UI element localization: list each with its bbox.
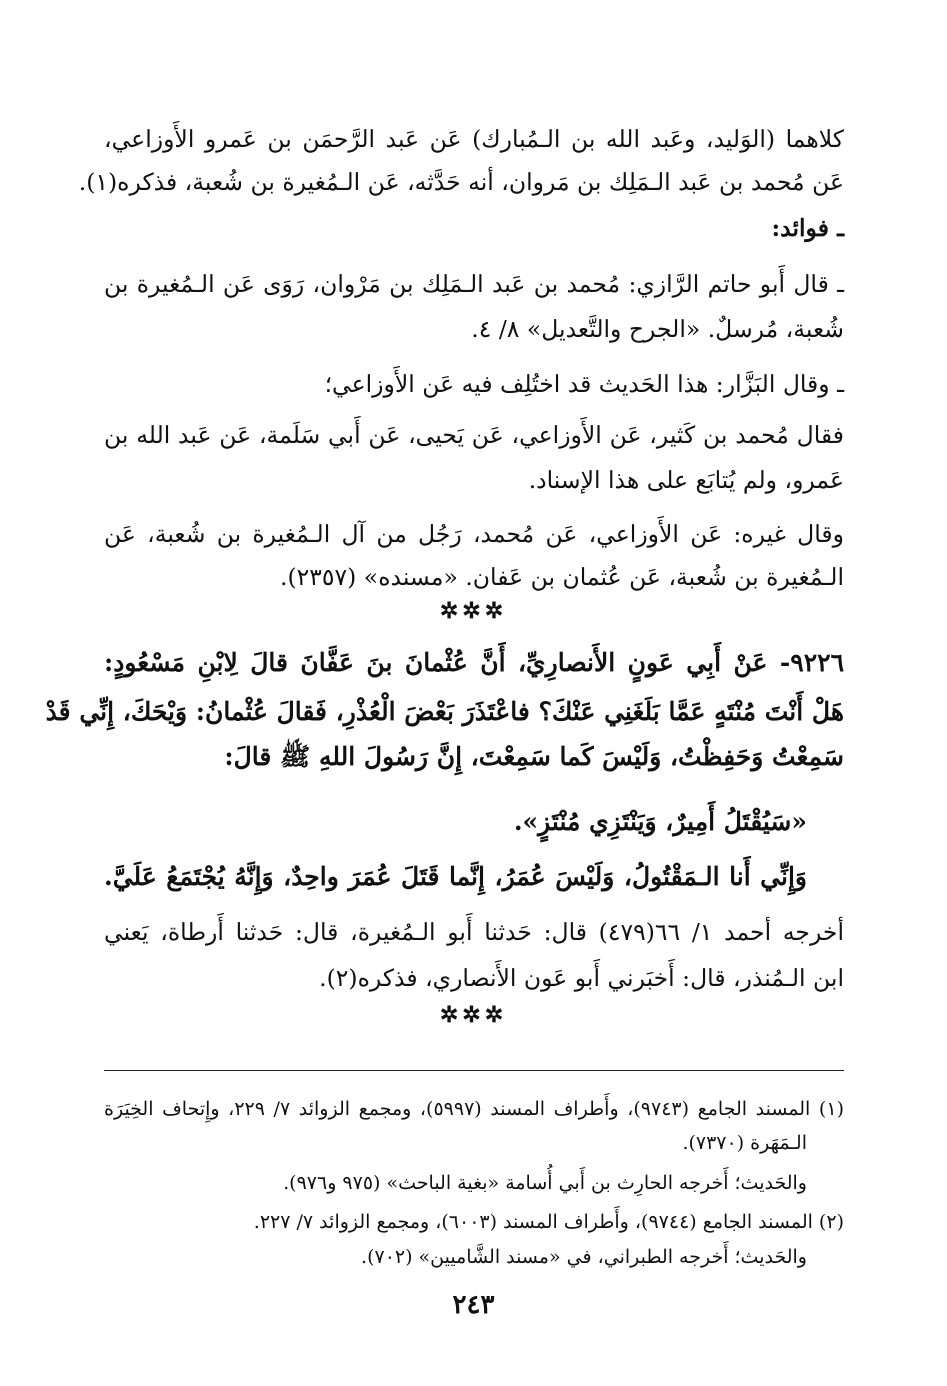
hadith-line: ٩٢٢٦- عَنْ أَبِي عَونٍ الأَنصارِيِّ، أَنَّ عُثْمانَ بنَ عَفَّانَ قالَ لِابْنِ مَسْعُودٍ: (104, 648, 844, 677)
text-line: ـ وقال البَزَّار: هذا الحَديث قد اختُلِف فيه عَن الأَوزاعي؛ (324, 370, 844, 398)
hadith-line: وَإِنِّي أَنا الـمَقْتُولُ، وَلَيْسَ عُمَرُ، إِنَّما قَتَلَ عُمَرَ واحِدٌ، وَإِنَّهُ يُجْتَمَعُ عَلَيَّ. (104, 862, 807, 891)
section-heading: ـ فوائد: (771, 214, 844, 242)
footnote-line: والحَديث؛ أَخرجه الحارِث بن أَبي أُسامة «بغية الباحث» (٩٧٥ و٩٧٦). (283, 1172, 807, 1194)
footnote-divider (104, 1070, 844, 1071)
text-line: أخرجه أحمد ١/ ٦٦(٤٧٩) قال: حَدثنا أَبو الـمُغيرة، قال: حَدثنا أَرطاة، يَعني (104, 918, 844, 946)
text-line: الـمُغيرة بن شُعبة، عَن عُثمان بن عَفان. «مسنده» (٢٣٥٧). (280, 563, 844, 591)
text-line: عَمرو، ولم يُتابَع على هذا الإسناد. (528, 466, 844, 494)
page-number: ٢٤٣ (452, 1290, 495, 1320)
text-line: ـ قال أَبو حاتم الرَّازي: مُحمد بن عَبد الـمَلِك بن مَرْوان، رَوَى عَن الـمُغيرة بن (104, 270, 844, 298)
text-line: وقال غيره: عَن الأَوزاعي، عَن مُحمد، رَجُل من آل الـمُغيرة بن شُعبة، عَن (104, 520, 844, 548)
hadith-line: هَلْ أَنْتَ مُنْتَهٍ عَمَّا بَلَغَنِي عَنْكَ؟ فاعْتَذَرَ بَعْضَ الْعُذْرِ، فَقالَ عُثْمانُ: وَيْحَكَ، إِنِّي قَدْ (45, 697, 844, 726)
text-line: شُعبة، مُرسلٌ. «الجرح والتَّعديل» ٨/ ٤. (471, 315, 844, 343)
hadith-quote: «سَيُقْتَلُ أَمِيرٌ، وَيَنْتَزِي مُنْتَزٍ». (513, 807, 807, 836)
footnote-line: والحَديث؛ أَخرجه الطبراني، في «مسند الشَّاميين» (٧٠٢). (361, 1246, 807, 1268)
separator-stars: ✲✲✲ (439, 598, 508, 624)
footnote-line: (١) المسند الجامع (٩٧٤٣)، وأَطراف المسند (٥٩٩٧)، ومجمع الزوائد ٧/ ٢٢٩، وإِتحاف الخِيَرَة (104, 1098, 844, 1120)
text-line: كلاهما (الوَليد، وعَبد الله بن الـمُبارك) عَن عَبد الرَّحمَن بن عَمرو الأَوزاعي، (104, 125, 844, 153)
text-line: ابن الـمُنذر، قال: أَخبَرني أَبو عَون الأَنصاري، فذكره(٢). (319, 964, 844, 992)
separator-stars: ✲✲✲ (439, 1002, 508, 1028)
text-line: فقال مُحمد بن كَثير، عَن الأَوزاعي، عَن يَحيى، عَن أَبي سَلَمة، عَن عَبد الله بن (104, 421, 844, 449)
footnote-line: الـمَهَرة (٧٣٧٠). (682, 1132, 807, 1154)
footnote-line: (٢) المسند الجامع (٩٧٤٤)، وأَطراف المسند (٦٠٠٣)، ومجمع الزوائد ٧/ ٢٢٧. (253, 1211, 844, 1233)
text-line: عَن مُحمد بن عَبد الـمَلِك بن مَروان، أنه حَدَّثه، عَن الـمُغيرة بن شُعبة، فذكره(١). (78, 168, 844, 196)
hadith-line: سَمِعْتُ وَحَفِظْتُ، وَلَيْسَ كَما سَمِعْتَ، إِنَّ رَسُولَ اللهِ ﷺ قالَ: (224, 742, 844, 771)
